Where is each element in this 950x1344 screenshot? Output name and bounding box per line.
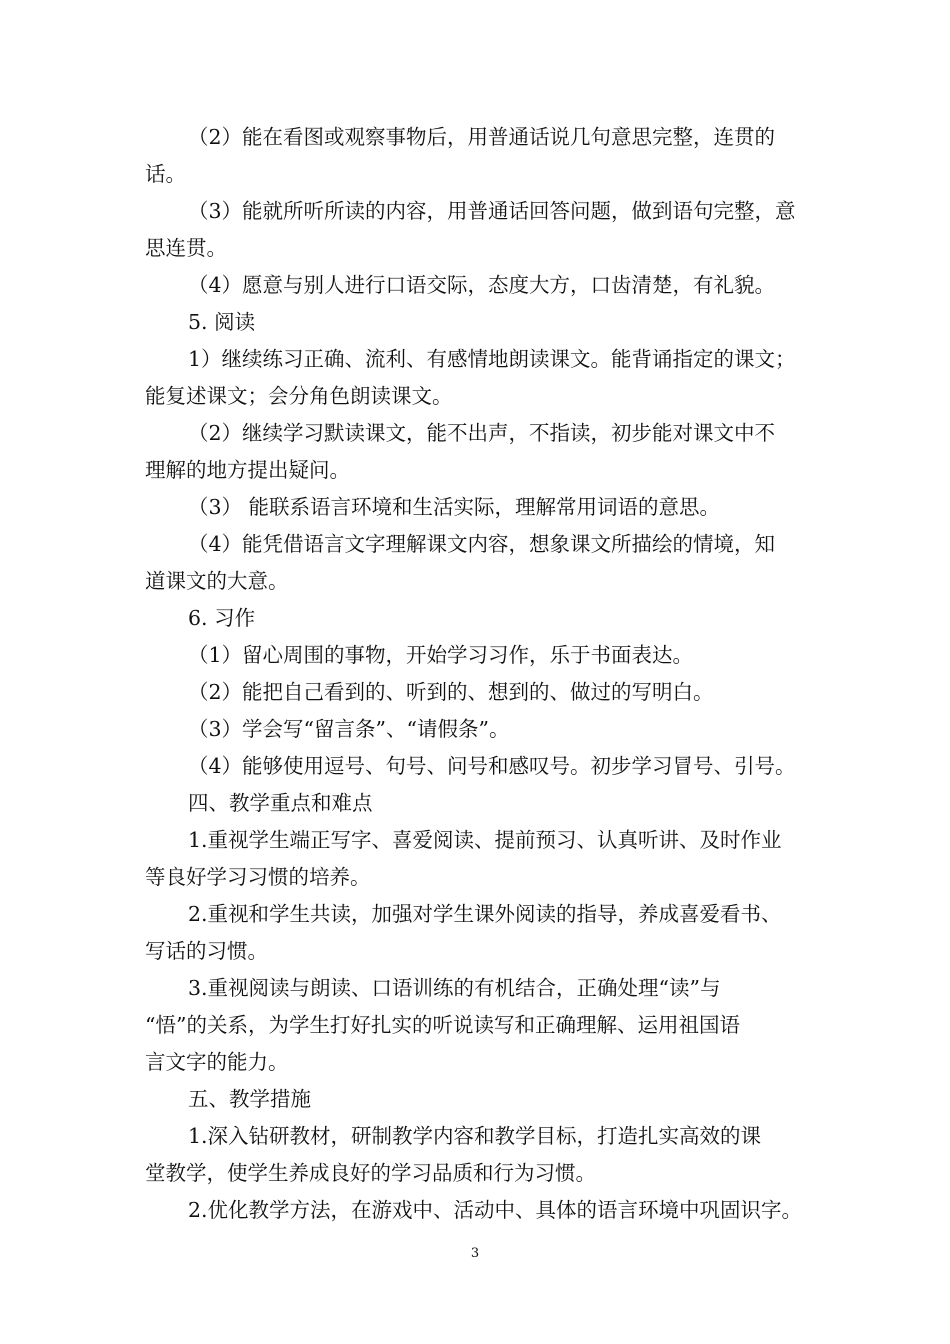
text-line: （2）继续学习默读课文，能不出声，不指读，初步能对课文中不 [188, 421, 776, 445]
text-line: “悟”的关系，为学生打好扎实的听说读写和正确理解、运用祖国语 [145, 1013, 740, 1037]
text-line: 等良好学习习惯的培养。 [145, 865, 371, 889]
section-heading: 6. 习作 [188, 606, 256, 630]
text-line: 写话的习惯。 [145, 939, 268, 963]
text-line: （4）能凭借语言文字理解课文内容，想象课文所描绘的情境，知 [188, 532, 776, 556]
text-line: 理解的地方提出疑问。 [145, 458, 350, 482]
text-line: （2）能把自己看到的、听到的、想到的、做过的写明白。 [188, 680, 714, 704]
section-heading: 四、教学重点和难点 [188, 791, 373, 815]
text-line: 堂教学，使学生养成良好的学习品质和行为习惯。 [145, 1161, 596, 1185]
text-line: 1）继续练习正确、流利、有感情地朗读课文。能背诵指定的课文； [188, 347, 796, 371]
text-line: （3）学会写“留言条”、“请假条”。 [188, 717, 510, 741]
text-line: 思连贯。 [145, 236, 227, 260]
text-line: 3.重视阅读与朗读、口语训练的有机结合，正确处理“读”与 [188, 976, 721, 1000]
section-heading: 5. 阅读 [188, 310, 256, 334]
section-heading: 五、教学措施 [188, 1087, 311, 1111]
text-line: （1）留心周围的事物，开始学习习作，乐于书面表达。 [188, 643, 694, 667]
text-line: 2.重视和学生共读，加强对学生课外阅读的指导，养成喜爱看书、 [188, 902, 782, 926]
text-line: （2）能在看图或观察事物后，用普通话说几句意思完整，连贯的 [188, 125, 776, 149]
text-line: 1.深入钻研教材，研制教学内容和教学目标，打造扎实高效的课 [188, 1124, 762, 1148]
text-line: 话。 [145, 162, 186, 186]
text-line: （3）能就所听所读的内容，用普通话回答问题，做到语句完整，意 [188, 199, 796, 223]
text-line: （3） 能联系语言环境和生活实际，理解常用词语的意思。 [188, 495, 721, 519]
text-line: 1.重视学生端正写字、喜爱阅读、提前预习、认真听讲、及时作业 [188, 828, 782, 852]
text-line: 道课文的大意。 [145, 569, 289, 593]
page-number: 3 [470, 1246, 480, 1261]
text-line: （4）愿意与别人进行口语交际，态度大方，口齿清楚，有礼貌。 [188, 273, 776, 297]
text-line: 言文字的能力。 [145, 1050, 289, 1074]
text-line: 2.优化教学方法，在游戏中、活动中、具体的语言环境中巩固识字。 [188, 1198, 803, 1222]
text-line: （4）能够使用逗号、句号、问号和感叹号。初步学习冒号、引号。 [188, 754, 796, 778]
text-line: 能复述课文；会分角色朗读课文。 [145, 384, 453, 408]
